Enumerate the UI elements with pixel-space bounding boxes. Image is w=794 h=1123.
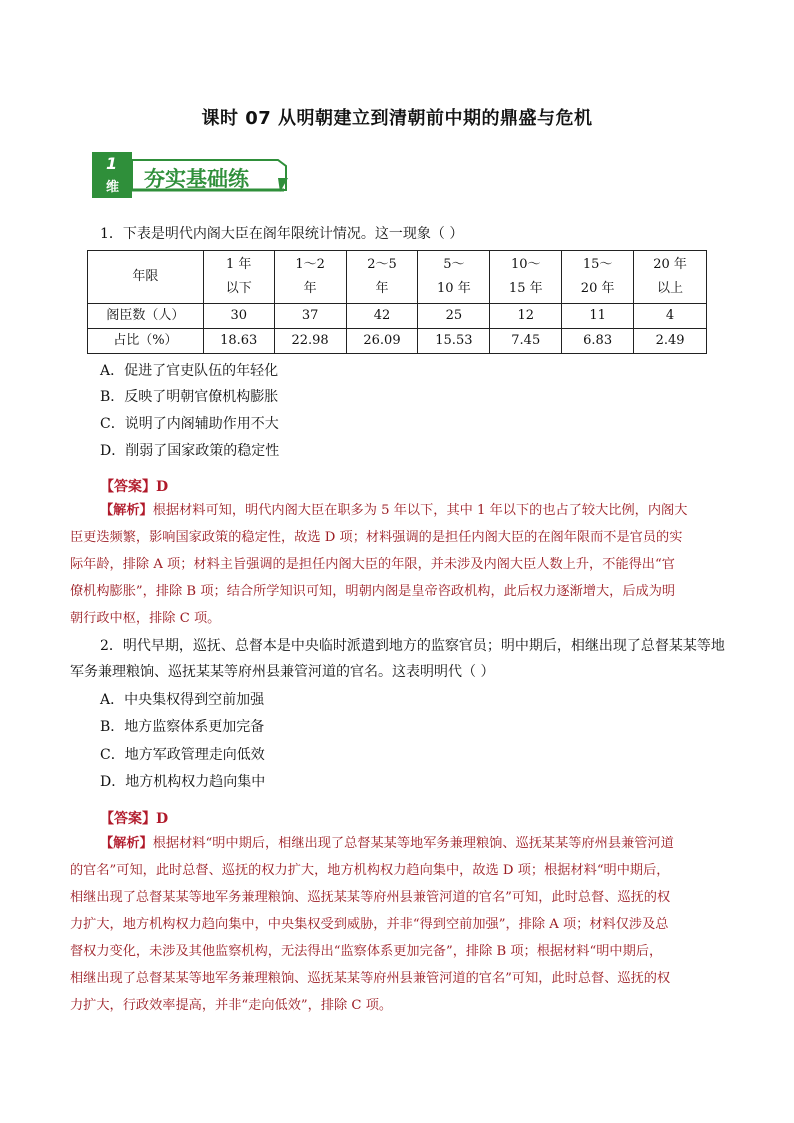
q1-option-a: A．促进了官吏队伍的年轻化 xyxy=(100,363,279,379)
q1-analysis: 【解析】根据材料可知，明代内阁大臣在职多为 5 年以下，其中 1 年以下的也占了较大比例，内阁大 臣更迭频繁，影响国家政策的稳定性，故选 D 项；材料强调的是担任内阁大臣的在阁年限而不是官员的实 际年龄，排除 A 项；材料主旨强调的是担任内阁大臣的年限，并未涉及内阁大臣人数上升，不能得出“官 僚机构膨胀”，排除 B 项；结合所学知识可知，明朝内阁是皇帝咨政机构，此后权力逐渐增大，后成为明 朝行政中枢，排除 C 项。 xyxy=(70,503,688,626)
q2-answer xyxy=(100,808,168,828)
table-cell: 22.98 xyxy=(274,329,346,354)
table-header-cell: 20 年 以上 xyxy=(634,251,707,304)
q2-option-c: C．地方军政管理走向低效 xyxy=(100,747,265,763)
table-cell: 42 xyxy=(346,304,418,329)
table-cell: 12 xyxy=(490,304,562,329)
table-cell: 7.45 xyxy=(490,329,562,354)
banner-sub: 维 xyxy=(106,180,120,195)
q2-option-d: D．地方机构权力趋向集中 xyxy=(100,774,266,790)
answer-value: D xyxy=(156,811,169,827)
table-cell: 37 xyxy=(274,304,346,329)
table-cell: 4 xyxy=(634,304,707,329)
q2-stem: 2．明代早期，巡抚、总督本是中央临时派遣到地方的监察官员；明中期后，相继出现了总督某某等地 军务兼理粮饷、巡抚某某等府州县兼管河道的官名。这表明明代（ ） xyxy=(70,638,725,680)
q1-option-c: C．说明了内阁辅助作用不大 xyxy=(100,416,279,432)
q2-option-a: A．中央集权得到空前加强 xyxy=(100,692,265,708)
q1-option-d: D．削弱了国家政策的稳定性 xyxy=(100,443,280,459)
answer-label: 【答案】 xyxy=(100,811,156,827)
table-cell: 25 xyxy=(418,304,490,329)
table-row-label: 阁臣数（人） xyxy=(88,304,204,329)
table-header-cell: 2～5 年 xyxy=(346,251,418,304)
page-title: 课时 07 从明朝建立到清朝前中期的鼎盛与危机 xyxy=(201,108,593,129)
table-header-cell: 10～ 15 年 xyxy=(490,251,562,304)
table-row xyxy=(88,304,707,329)
table-header-cell: 15～ 20 年 xyxy=(562,251,634,304)
q1-answer xyxy=(100,476,168,496)
q1-table xyxy=(87,250,707,354)
answer-label: 【答案】 xyxy=(100,479,156,495)
q2-option-b: B．地方监察体系更加完备 xyxy=(100,719,265,735)
table-cell: 26.09 xyxy=(346,329,418,354)
table-cell: 18.63 xyxy=(203,329,274,354)
section-banner xyxy=(92,152,292,198)
table-header-row xyxy=(88,251,707,304)
table-row-label: 占比（%） xyxy=(88,329,204,354)
banner-text: 夯实基础练 xyxy=(144,167,249,191)
table-row xyxy=(88,329,707,354)
banner-number: 1 xyxy=(106,154,118,173)
table-cell: 6.83 xyxy=(562,329,634,354)
answer-value: D xyxy=(156,479,169,495)
table-header-cell: 5～ 10 年 xyxy=(418,251,490,304)
table-header-cell: 1～2 年 xyxy=(274,251,346,304)
table-header-cell: 1 年 以下 xyxy=(203,251,274,304)
table-cell: 11 xyxy=(562,304,634,329)
table-header-cell: 年限 xyxy=(88,251,204,304)
q1-stem: 1．下表是明代内阁大臣在阁年限统计情况。这一现象（ ） xyxy=(100,226,464,242)
q2-analysis: 【解析】根据材料“明中期后，相继出现了总督某某等地军务兼理粮饷、巡抚某某等府州县兼管河道 的官名”可知，此时总督、巡抚的权力扩大，地方机构权力趋向集中，故选 D 项；根据材料“明中期后， 相继出现了总督某某等地军务兼理粮饷、巡抚某某等府州县兼管河道的官名”可知，此时总督、巡抚的权 力扩大，地方机构权力趋向集中，中央集权受到威胁，并非“得到空前加强”，排除 A 项；材料仅涉及总 督权力变化，未涉及其他监察机构，无法得出“监察体系更加完备”，排除 B 项；根据材料“明中期后， 相继出现了总督某某等地军务兼理粮饷、巡抚某某等府州县兼管河道的官名”可知，此时总督、巡抚的权 力扩大，行政效率提高，并非“走向低效”，排除 C 项。 xyxy=(70,836,674,1013)
table-cell: 30 xyxy=(203,304,274,329)
q1-option-b: B．反映了明朝官僚机构膨胀 xyxy=(100,389,279,405)
table-cell: 2.49 xyxy=(634,329,707,354)
table-cell: 15.53 xyxy=(418,329,490,354)
